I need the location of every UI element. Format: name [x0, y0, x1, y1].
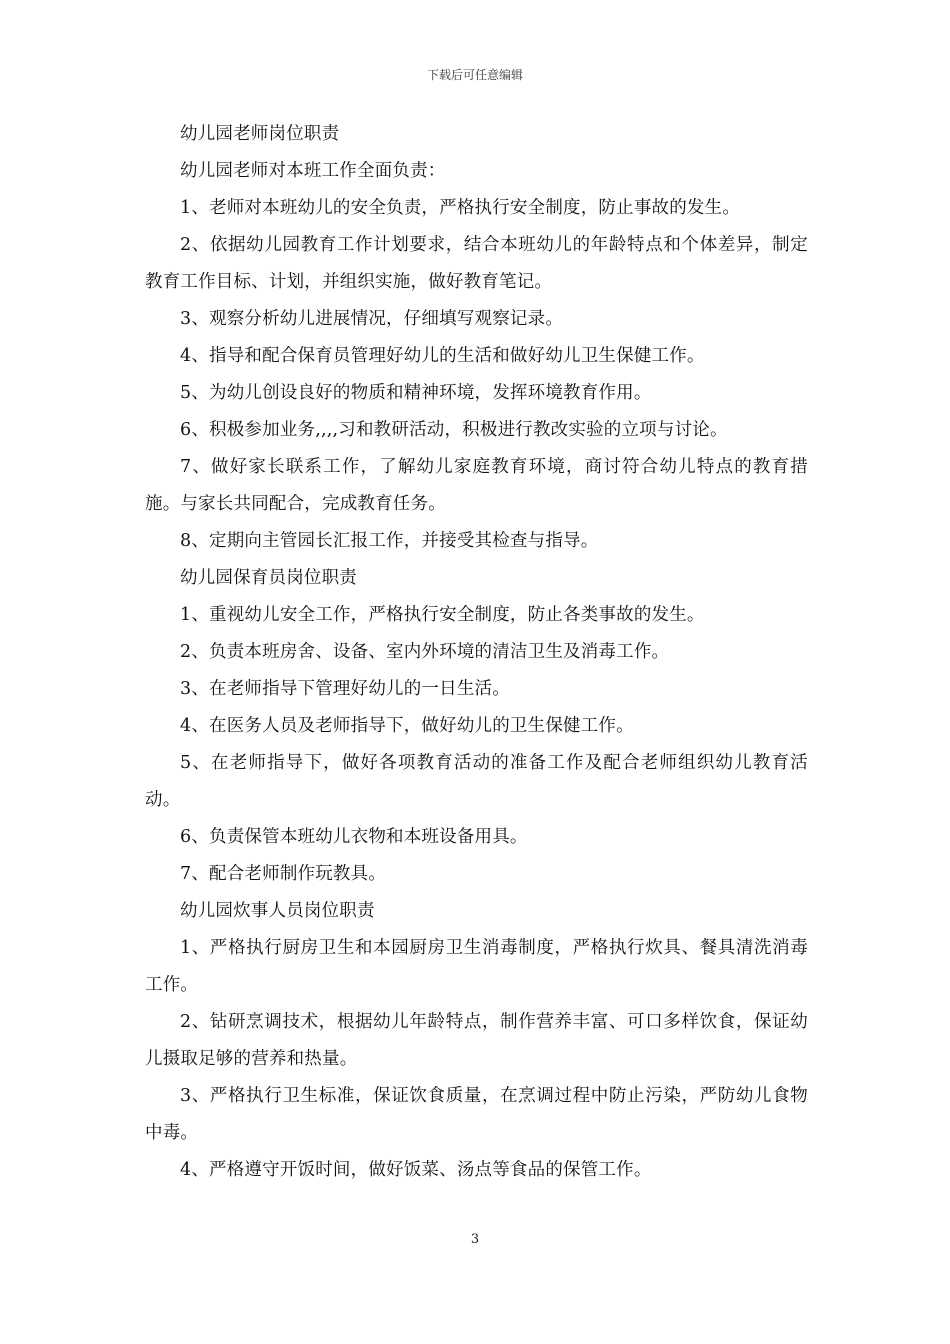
page-number: 3	[470, 1232, 480, 1247]
list-item: 6、积极参加业务,,,,习和教研活动，积极进行教改实验的立项与讨论。	[180, 420, 728, 440]
list-item: 5、在老师指导下，做好各项教育活动的准备工作及配合老师组织幼儿教育活动。	[145, 753, 808, 810]
list-item: 6、负责保管本班幼儿衣物和本班设备用具。	[180, 827, 528, 847]
list-item: 4、严格遵守开饭时间，做好饭菜、汤点等食品的保管工作。	[180, 1160, 652, 1180]
list-item: 4、指导和配合保育员管理好幼儿的生活和做好幼儿卫生保健工作。	[180, 346, 705, 366]
list-item: 7、做好家长联系工作，了解幼儿家庭教育环境，商讨符合幼儿特点的教育措施。与家长共同配合，完成教育任务。	[145, 457, 808, 514]
paragraph: 幼儿园老师对本班工作全面负责：	[180, 161, 446, 181]
list-item: 1、严格执行厨房卫生和本园厨房卫生消毒制度，严格执行炊具、餐具清洗消毒工作。	[145, 938, 808, 995]
section-title-teacher: 幼儿园老师岗位职责	[180, 124, 340, 144]
list-item: 2、依据幼儿园教育工作计划要求，结合本班幼儿的年龄特点和个体差异，制定教育工作目标、计划，并组织实施，做好教育笔记。	[145, 235, 808, 292]
list-item: 5、为幼儿创设良好的物质和精神环境，发挥环境教育作用。	[180, 383, 652, 403]
section-title-kitchen: 幼儿园炊事人员岗位职责	[180, 901, 375, 921]
section-title-caregiver: 幼儿园保育员岗位职责	[180, 568, 357, 588]
list-item: 2、负责本班房舍、设备、室内外环境的清洁卫生及消毒工作。	[180, 642, 670, 662]
list-item: 3、在老师指导下管理好幼儿的一日生活。	[180, 679, 510, 699]
list-item: 3、观察分析幼儿进展情况，仔细填写观察记录。	[180, 309, 564, 329]
page-header: 下载后可任意编辑	[426, 68, 523, 82]
list-item: 1、重视幼儿安全工作，严格执行安全制度，防止各类事故的发生。	[180, 605, 705, 625]
list-item: 7、配合老师制作玩教具。	[180, 864, 387, 884]
document-body	[145, 116, 808, 1189]
list-item: 2、钻研烹调技术，根据幼儿年龄特点，制作营养丰富、可口多样饮食，保证幼儿摄取足够的营养和热量。	[145, 1012, 808, 1069]
list-item: 3、严格执行卫生标准，保证饮食质量，在烹调过程中防止污染，严防幼儿食物中毒。	[145, 1086, 808, 1143]
list-item: 8、定期向主管园长汇报工作，并接受其检查与指导。	[180, 531, 599, 551]
list-item: 4、在医务人员及老师指导下，做好幼儿的卫生保健工作。	[180, 716, 634, 736]
list-item: 1、老师对本班幼儿的安全负责，严格执行安全制度，防止事故的发生。	[180, 198, 741, 218]
